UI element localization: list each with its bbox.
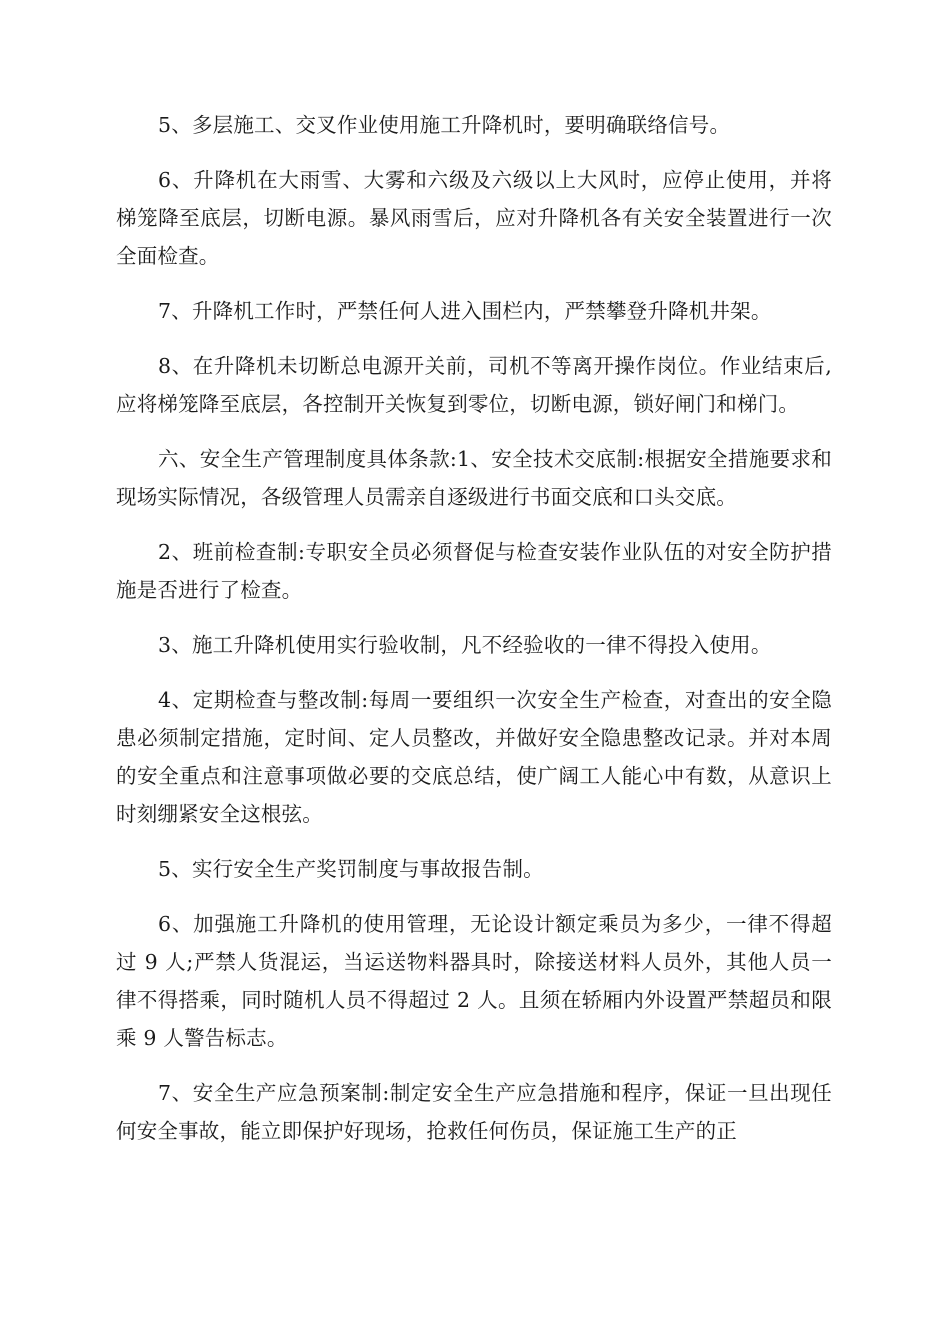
paragraph-rule-4-rectification: 4、定期检查与整改制:每周一要组织一次安全生产检查，对查出的安全隐患必须制定措施，定时间、定人员整改，并做好安全隐患整改记录。并对本周的安全重点和注意事项做必要的交底总结，使广阔工人能心中有数，从意识上时刻绷紧安全这根弦。 — [116, 688, 832, 826]
paragraph-rule-6-passenger-limit: 6、加强施工升降机的使用管理，无论设计额定乘员为多少，一律不得超过 9 人;严禁人货混运，当运送物料器具时，除接送材料人员外，其他人员一律不得搭乘，同时随机人员不得超过 2 人。且须在轿厢内外设置严禁超员和限乘 9 人警告标志。 — [116, 912, 832, 1050]
paragraph-rule-3-acceptance: 3、施工升降机使用实行验收制，凡不经验收的一律不得投入使用。 — [158, 633, 772, 657]
paragraph-section-6-management: 六、安全生产管理制度具体条款:1、安全技术交底制:根据安全措施要求和现场实际情况，各级管理人员需亲自逐级进行书面交底和口头交底。 — [116, 447, 832, 509]
paragraph-item-8-power-off: 8、在升降机未切断总电源开关前，司机不等离开操作岗位。作业结束后,应将梯笼降至底层，各控制开关恢复到零位，切断电源，锁好闸门和梯门。 — [116, 354, 832, 416]
document-body — [116, 106, 832, 1167]
paragraph-rule-7-emergency: 7、安全生产应急预案制:制定安全生产应急措施和程序，保证一旦出现任何安全事故，能立即保护好现场，抢救任何伤员，保证施工生产的正 — [116, 1081, 832, 1143]
paragraph-rule-2-inspection: 2、班前检查制:专职安全员必须督促与检查安装作业队伍的对安全防护措施是否进行了检查。 — [116, 540, 832, 602]
paragraph-item-7-fence: 7、升降机工作时，严禁任何人进入围栏内，严禁攀登升降机井架。 — [158, 299, 772, 323]
paragraph-rule-5-rewards: 5、实行安全生产奖罚制度与事故报告制。 — [158, 857, 544, 881]
paragraph-item-5-signals: 5、多层施工、交叉作业使用施工升降机时，要明确联络信号。 — [158, 113, 731, 137]
paragraph-item-6-weather: 6、升降机在大雨雪、大雾和六级及六级以上大风时，应停止使用，并将梯笼降至底层，切断电源。暴风雨雪后，应对升降机各有关安全装置进行一次全面检查。 — [116, 168, 832, 268]
